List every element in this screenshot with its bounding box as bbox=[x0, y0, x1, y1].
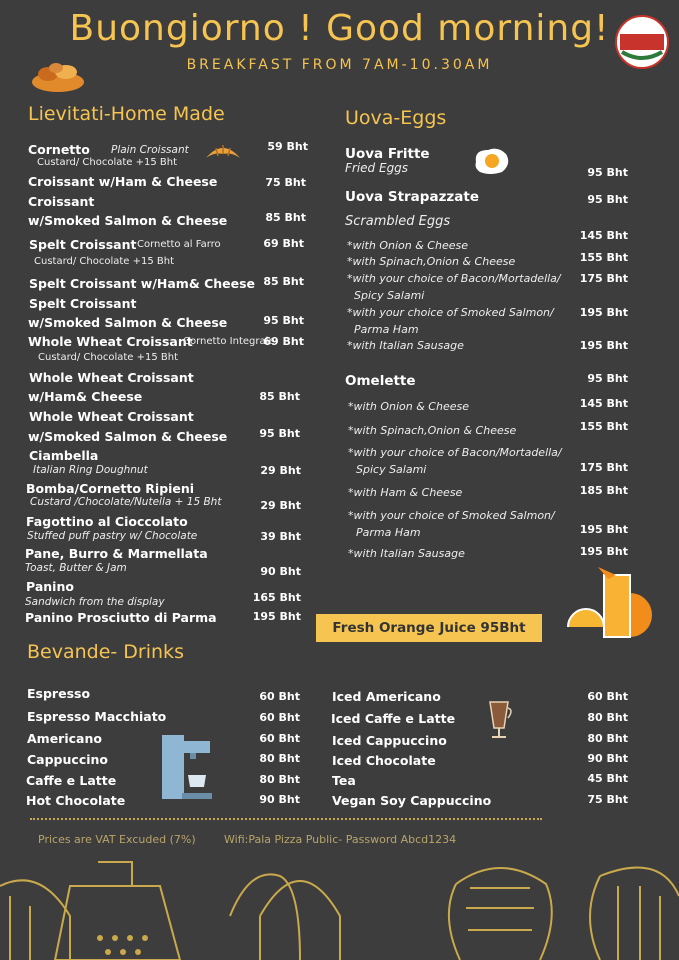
list-item: Panino bbox=[26, 579, 74, 594]
list-item: Whole Wheat Croissant bbox=[29, 409, 194, 424]
item-price: 85 Bht bbox=[265, 211, 306, 224]
list-item: Parma Ham bbox=[354, 323, 419, 336]
list-item: Pane, Burro & Marmellata bbox=[25, 546, 208, 561]
list-item: Uova Strapazzate bbox=[345, 189, 479, 205]
item-price: 60 Bht bbox=[259, 690, 300, 703]
list-item: Espresso bbox=[27, 686, 91, 701]
divider bbox=[30, 818, 542, 820]
list-item: w/Ham& Cheese bbox=[28, 389, 143, 404]
list-item: Whole Wheat Croissant bbox=[28, 334, 193, 349]
list-item: Hot Chocolate bbox=[26, 793, 126, 808]
item-price: 60 Bht bbox=[259, 732, 300, 745]
croissant-icon bbox=[204, 140, 242, 164]
item-price: 90 Bht bbox=[259, 793, 300, 806]
list-item: Cornetto bbox=[28, 142, 90, 157]
item-price: 39 Bht bbox=[260, 530, 301, 543]
item-price: 60 Bht bbox=[587, 690, 628, 703]
iced-coffee-glass-icon bbox=[486, 700, 514, 740]
list-item: Cappuccino bbox=[27, 752, 108, 767]
list-item: *with Spinach,Onion & Cheese bbox=[347, 255, 516, 268]
list-item: Omelette bbox=[345, 373, 416, 389]
list-item: *with your choice of Smoked Salmon/ bbox=[347, 306, 554, 319]
list-item: Iced Chocolate bbox=[332, 753, 436, 768]
item-desc: Sandwich from the display bbox=[25, 596, 165, 608]
item-desc: Stuffed puff pastry w/ Chocolate bbox=[27, 530, 198, 542]
list-item: Americano bbox=[27, 731, 102, 746]
item-price: 155 Bht bbox=[579, 251, 628, 264]
list-item: w/Smoked Salmon & Cheese bbox=[28, 213, 228, 228]
item-price: 95 Bht bbox=[587, 372, 628, 385]
item-price: 69 Bht bbox=[263, 237, 304, 250]
list-item: Bomba/Cornetto Ripieni bbox=[26, 481, 195, 496]
list-item: Spicy Salami bbox=[356, 463, 427, 476]
item-price: 155 Bht bbox=[579, 420, 628, 433]
section-drinks-title: Bevande- Drinks bbox=[27, 641, 184, 663]
list-item: w/Smoked Salmon & Cheese bbox=[28, 429, 228, 444]
list-item: Tea bbox=[332, 773, 356, 788]
list-item: Spicy Salami bbox=[354, 289, 425, 302]
list-item: Iced Caffe e Latte bbox=[331, 711, 456, 726]
item-price: 75 Bht bbox=[587, 793, 628, 806]
list-item: Panino Prosciutto di Parma bbox=[25, 610, 217, 625]
orange-juice-icon bbox=[566, 565, 658, 641]
item-desc: Plain Croissant bbox=[111, 144, 189, 156]
list-item: w/Smoked Salmon & Cheese bbox=[28, 315, 228, 330]
fried-egg-icon bbox=[472, 146, 512, 176]
item-price: 80 Bht bbox=[259, 773, 300, 786]
item-price: 29 Bht bbox=[260, 464, 301, 477]
list-item: Caffe e Latte bbox=[26, 773, 117, 788]
item-price: 145 Bht bbox=[579, 397, 628, 410]
item-price: 80 Bht bbox=[587, 711, 628, 724]
item-price: 195 Bht bbox=[579, 545, 628, 558]
section-pastry-title: Lievitati-Home Made bbox=[28, 103, 225, 125]
list-item: Iced Americano bbox=[332, 689, 441, 704]
list-item: Iced Cappuccino bbox=[332, 733, 447, 748]
bread-basket-icon bbox=[30, 60, 86, 94]
item-price: 80 Bht bbox=[587, 732, 628, 745]
list-item: Ciambella bbox=[29, 448, 99, 463]
item-price: 29 Bht bbox=[260, 499, 301, 512]
item-price: 195 Bht bbox=[252, 610, 301, 623]
item-price: 95 Bht bbox=[259, 427, 300, 440]
item-price: 45 Bht bbox=[587, 772, 628, 785]
item-price: 195 Bht bbox=[579, 339, 628, 352]
item-price: 85 Bht bbox=[263, 275, 304, 288]
item-price: 175 Bht bbox=[579, 272, 628, 285]
item-desc: Cornetto Integrale bbox=[183, 336, 275, 347]
list-item: Espresso Macchiato bbox=[27, 709, 167, 724]
section-eggs-title: Uova-Eggs bbox=[345, 107, 447, 129]
coffee-machine-icon bbox=[160, 735, 214, 801]
kitchen-utensils-decoration bbox=[0, 856, 679, 960]
list-item: *with Spinach,Onion & Cheese bbox=[348, 424, 517, 437]
item-price: 90 Bht bbox=[587, 752, 628, 765]
item-price: 195 Bht bbox=[579, 306, 628, 319]
page-title: Buongiorno ! Good morning! bbox=[69, 8, 610, 49]
list-item: Whole Wheat Croissant bbox=[29, 370, 194, 385]
item-price: 75 Bht bbox=[265, 176, 306, 189]
list-item: *with Onion & Cheese bbox=[347, 239, 468, 252]
vat-note: Prices are VAT Excuded (7%) bbox=[38, 833, 196, 846]
item-price: 95 Bht bbox=[587, 193, 628, 206]
wifi-info: Wifi:Pala Pizza Public- Password Abcd1234 bbox=[224, 833, 457, 846]
list-item: Croissant bbox=[28, 194, 95, 209]
item-price: 175 Bht bbox=[579, 461, 628, 474]
item-desc: Italian Ring Doughnut bbox=[33, 464, 148, 476]
item-price: 95 Bht bbox=[587, 166, 628, 179]
list-item: Parma Ham bbox=[356, 526, 421, 539]
item-price: 195 Bht bbox=[579, 523, 628, 536]
list-item: *with your choice of Smoked Salmon/ bbox=[348, 509, 555, 522]
item-price: 59 Bht bbox=[267, 140, 308, 153]
list-item: Spelt Croissant w/Ham& Cheese bbox=[29, 276, 256, 291]
list-item: Spelt Croissant bbox=[29, 296, 137, 311]
item-price: 165 Bht bbox=[252, 591, 301, 604]
list-item: *with Onion & Cheese bbox=[348, 400, 469, 413]
list-item: Vegan Soy Cappuccino bbox=[332, 793, 492, 808]
item-desc: Custard /Chocolate/Nutella + 15 Bht bbox=[30, 496, 222, 508]
item-price: 145 Bht bbox=[579, 229, 628, 242]
list-item: *with your choice of Bacon/Mortadella/ bbox=[347, 272, 561, 285]
item-extra: Custard/ Chocolate +15 Bht bbox=[37, 157, 178, 168]
list-item: *with Italian Sausage bbox=[348, 547, 465, 560]
list-item: *with Italian Sausage bbox=[347, 339, 464, 352]
item-desc: Cornetto al Farro bbox=[137, 239, 221, 250]
item-extra: Custard/ Chocolate +15 Bht bbox=[34, 256, 175, 267]
item-price: 80 Bht bbox=[259, 752, 300, 765]
list-item: *with your choice of Bacon/Mortadella/ bbox=[348, 446, 562, 459]
item-desc: Scrambled Eggs bbox=[345, 214, 451, 229]
item-price: 90 Bht bbox=[260, 565, 301, 578]
item-extra: Custard/ Chocolate +15 Bht bbox=[38, 352, 179, 363]
list-item: Spelt Croissant bbox=[29, 237, 137, 252]
list-item: *with Ham & Cheese bbox=[348, 486, 463, 499]
item-desc: Fried Eggs bbox=[345, 161, 409, 175]
item-desc: Toast, Butter & Jam bbox=[25, 562, 127, 574]
list-item: Croissant w/Ham & Cheese bbox=[28, 174, 218, 189]
pala-logo bbox=[614, 14, 670, 70]
item-price: 69 Bht bbox=[263, 335, 304, 348]
list-item: Uova Fritte bbox=[345, 146, 430, 162]
item-price: 185 Bht bbox=[579, 484, 628, 497]
item-price: 95 Bht bbox=[263, 314, 304, 327]
list-item: Fagottino al Cioccolato bbox=[26, 514, 188, 529]
item-price: 85 Bht bbox=[259, 390, 300, 403]
item-price: 60 Bht bbox=[259, 711, 300, 724]
breakfast-hours: BREAKFAST FROM 7AM-10.30AM bbox=[186, 57, 493, 73]
orange-juice-banner: Fresh Orange Juice 95Bht bbox=[316, 614, 542, 642]
